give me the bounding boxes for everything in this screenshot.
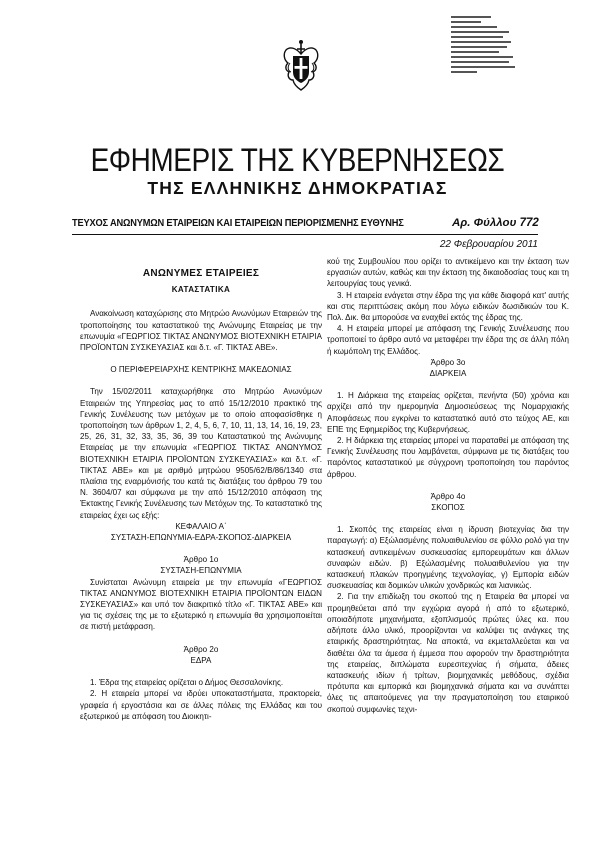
article-2-paragraph-4: 4. Η εταιρεία μπορεί με απόφαση της Γενικής Συνέλευσης που τροποποιεί το άρθρο αυτό να μεταφέρει την έδρα της σε άλλη πόλη ή κωμόπολη της Ελλάδος.	[327, 324, 569, 356]
section-subtitle: ΚΑΤΑΣΤΑΤΙΚΑ	[171, 285, 231, 295]
article-4-number: Άρθρο 4ο	[430, 491, 466, 501]
issue-series: ΤΕΥΧΟΣ ΑΝΩΝΥΜΩΝ ΕΤΑΙΡΕΙΩΝ ΚΑΙ ΕΤΑΙΡΕΙΩΝ ΠΕΡΙΟΡΙΣΜΕΝΗΣ ΕΥΘΥΝΗΣ	[72, 218, 404, 229]
article-3-paragraph-1: 1. Η Διάρκεια της εταιρείας ορίζεται, πενήντα (50) χρόνια και αρχίζει από την ημερομηνία Δημοσιεύσεως της Νομαρχιακής Αποφάσεως που εγκρίνει το καταστατικό αυτό στο τεύχος ΑΕ, και ΕΠΕ της Εφημερίδος της Κυβερνήσεως.	[327, 391, 569, 434]
gazette-subtitle: ΤΗΣ ΕΛΛΗΝΙΚΗΣ ΔΗΜΟΚΡΑΤΙΑΣ	[147, 178, 448, 198]
official-stamp	[451, 16, 523, 78]
article-2-paragraph-3: 3. Η εταιρεία ενάγεται στην έδρα της για κάθε διαφορά κατ' αυτής και στις περιπτώσεις ακόμη που λόγω ειδικών δωσιδικιών του Κ. Πολ. Δικ. θα μπορούσε να εναχθεί εκτός της έδρας της.	[327, 290, 569, 323]
body-paragraph: Την 15/02/2011 καταχωρήθηκε στο Μητρώο Ανωνύμων Εταιρειών της Υπηρεσίας μας το από 15/12/2010 πρακτικό της Γενικής Συνέλευσης των μετόχων με το οποίο αποφασίσθηκε η τροποποίηση των άρθρων 1, 2, 4, 5, 6, 7, 10, 11, 13, 14, 16, 19, 23, 25, 26, 31, 32, 33, 35, 36, 39 του Καταστατικού της Ανώνυμης Εταιρείας με την επωνυμία «ΓΕΩΡΓΙΟΣ ΤΙΚΤΑΣ ΑΝΩΝΥΜΟΣ ΒΙΟΤΕΧΝΙΚΗ ΕΤΑΙΡΙΑ ΠΡΟΪΟΝΤΩΝ ΣΥΣΚΕΥΑΣΙΑΣ» και δ.τ. «Γ. ΤΙΚΤΑΣ ΑΒΕ» και με αριθμό μητρώου 9505/62/Β/86/1340 στα πλαίσια της εναρμόνισής του κατά τις διατάξεις του άρθρου 79 του Ν. 3604/07 και σύμφωνα με την από 15/12/2010 απόφαση της Έκτακτης Γενικής Συνέλευσης των Μετόχων της. Το καταστατικό της εταιρείας έχει ως εξής:	[80, 387, 322, 520]
section-title: ΑΝΩΝΥΜΕΣ ΕΤΑΙΡΕΙΕΣ	[142, 268, 260, 279]
article-1-number: Άρθρο 1ο	[183, 555, 219, 565]
article-3-paragraph-2: 2. Η διάρκεια της εταιρείας μπορεί να παραταθεί με απόφαση της Γενικής Συνέλευσης που λαμβάνεται, σύμφωνα με τις διατάξεις του παρόντος καταστατικού με σύγχρονη τροποποίηση του παρόντος άρθρου.	[327, 436, 569, 479]
continuation-text: κού της Συμβουλίου που ορίζει το αντικείμενο και την έκταση των εργασιών αυτών, καθώς και την έκταση της δικαιοδοσίας τους και τη λειτουργίας τους γενικά.	[327, 257, 569, 289]
article-2-title: ΕΔΡΑ	[190, 655, 212, 665]
chapter-title: ΣΥΣΤΑΣΗ-ΕΠΩΝΥΜΙΑ-ΕΔΡΑ-ΣΚΟΠΟΣ-ΔΙΑΡΚΕΙΑ	[110, 533, 292, 543]
article-4-paragraph-1: 1. Σκοπός της εταιρείας είναι η ίδρυση βιοτεχνίας δια την παραγωγή: α) Εξώλασμένης πολυαιθυλενίου σε φύλλο ρολό για την κατασκευή αντικειμένων συσκευασίας εμπορευμάτων και άλλων συναφών ειδών. β) Εξώλασμένης πολυαιθυλενίου για την κατασκευή πλακών προηγμένης τεχνολογίας, γ) Εμπορία ειδών συσκευασίας και δομικών υλικών χονδρικώς και λιανικώς.	[327, 525, 569, 591]
announcement: Ανακοίνωση καταχώρισης στο Μητρώο Ανωνύμων Εταιρειών της τροποποίησης του καταστατικού της Ανώνυμης Εταιρείας με την επωνυμία «ΓΕΩΡΓΙΟΣ ΤΙΚΤΑΣ ΑΝΩΝΥΜΟΣ ΒΙΟΤΕΧΝΙΚΗ ΕΤΑΙΡΙΑ ΠΡΟΪΟΝΤΩΝ ΣΥΣΚΕΥΑΣΙΑΣ και δ.τ. «Γ. ΤΙΚΤΑΣ ΑΒΕ».	[80, 309, 322, 353]
article-3-title: ΔΙΑΡΚΕΙΑ	[429, 369, 467, 379]
article-3-number: Άρθρο 3ο	[430, 357, 466, 367]
article-1-title: ΣΥΣΤΑΣΗ-ΕΠΩΝΥΜΙΑ	[160, 566, 242, 576]
authority: Ο ΠΕΡΙΦΕΡΕΙΑΡΧΗΣ ΚΕΝΤΡΙΚΗΣ ΜΑΚΕΔΟΝΙΑΣ	[110, 365, 292, 375]
hellenic-coat-of-arms-icon	[281, 22, 321, 102]
article-2-paragraph-2: 2. Η εταιρεία μπορεί να ιδρύει υποκαταστήματα, πρακτορεία, γραφεία ή εργοστάσια και σε άλλες πόλεις της Ελλάδας και του εξωτερικού με απόφαση του Διοικητι-	[80, 689, 322, 721]
issue-number: Αρ. Φύλλου 772	[452, 217, 539, 229]
article-2-number: Άρθρο 2ο	[183, 644, 219, 654]
article-2-paragraph-1: 1. Έδρα της εταιρείας ορίζεται ο Δήμος Θεσσαλονίκης.	[90, 678, 284, 688]
chapter-label: ΚΕΦΑΛΑΙΟ Α΄	[175, 521, 227, 531]
article-1-text: Συνίσταται Ανώνυμη εταιρεία με την επωνυμία «ΓΕΩΡΓΙΟΣ ΤΙΚΤΑΣ ΑΝΩΝΥΜΟΣ ΒΙΟΤΕΧΝΙΚΗ ΕΤΑΙΡΙΑ ΠΡΟΪΟΝΤΩΝ ΕΙΔΩΝ ΣΥΣΚΕΥΑΣΙΑΣ» και υπό τον διακριτικό τίτλο «Γ. ΤΙΚΤΑΣ ΑΒΕ» και για τις σχέσεις της με το εξωτερικό η επωνυμία θα χρησιμοποιείται σε πιστή μετάφραση.	[80, 577, 322, 632]
left-column	[80, 256, 322, 722]
issue-date: 22 Φεβρουαρίου 2011	[439, 239, 538, 250]
gazette-title: ΕΦΗΜΕΡΙΣ ΤΗΣ ΚΥΒΕΡΝΗΣΕΩΣ	[90, 142, 505, 178]
article-4-title: ΣΚΟΠΟΣ	[431, 503, 465, 513]
article-4-paragraph-2: 2. Για την επιδίωξη του σκοπού της η Εταιρεία θα μπορεί να προμηθεύεται από την εγχώρια αγορά ή από το εξωτερικό, οποιαδήποτε μηχανήματα, εξοπλισμούς πρώτες ύλες κα. που αδήποτε άλλο υλικό, προορίζονται να καλύψει τις ανάγκες της εταιρικής δραστηριότητας. Να αποκτά, να εκμεταλλεύεται και να διαθέτει όλα τα άμεσα ή έμμεσα που αφορούν την δραστηριότητα της εταιρείας, διπλώματα ευρεσιτεχνίας ή σήματα, άδειες κατασκευής ιδίων ή τρίτων, βιομηχανικές μεθόδους, σχέδια πρότυπα και εμπορικά και βιομηχανικά σήματα και να συνάπτει όλες τις απαιτούμενες για την πραγματοποίηση του εταιρικού σκοπού συμφωνίες τεχνι-	[327, 592, 569, 714]
right-column	[327, 256, 569, 715]
header-rule	[72, 234, 538, 235]
